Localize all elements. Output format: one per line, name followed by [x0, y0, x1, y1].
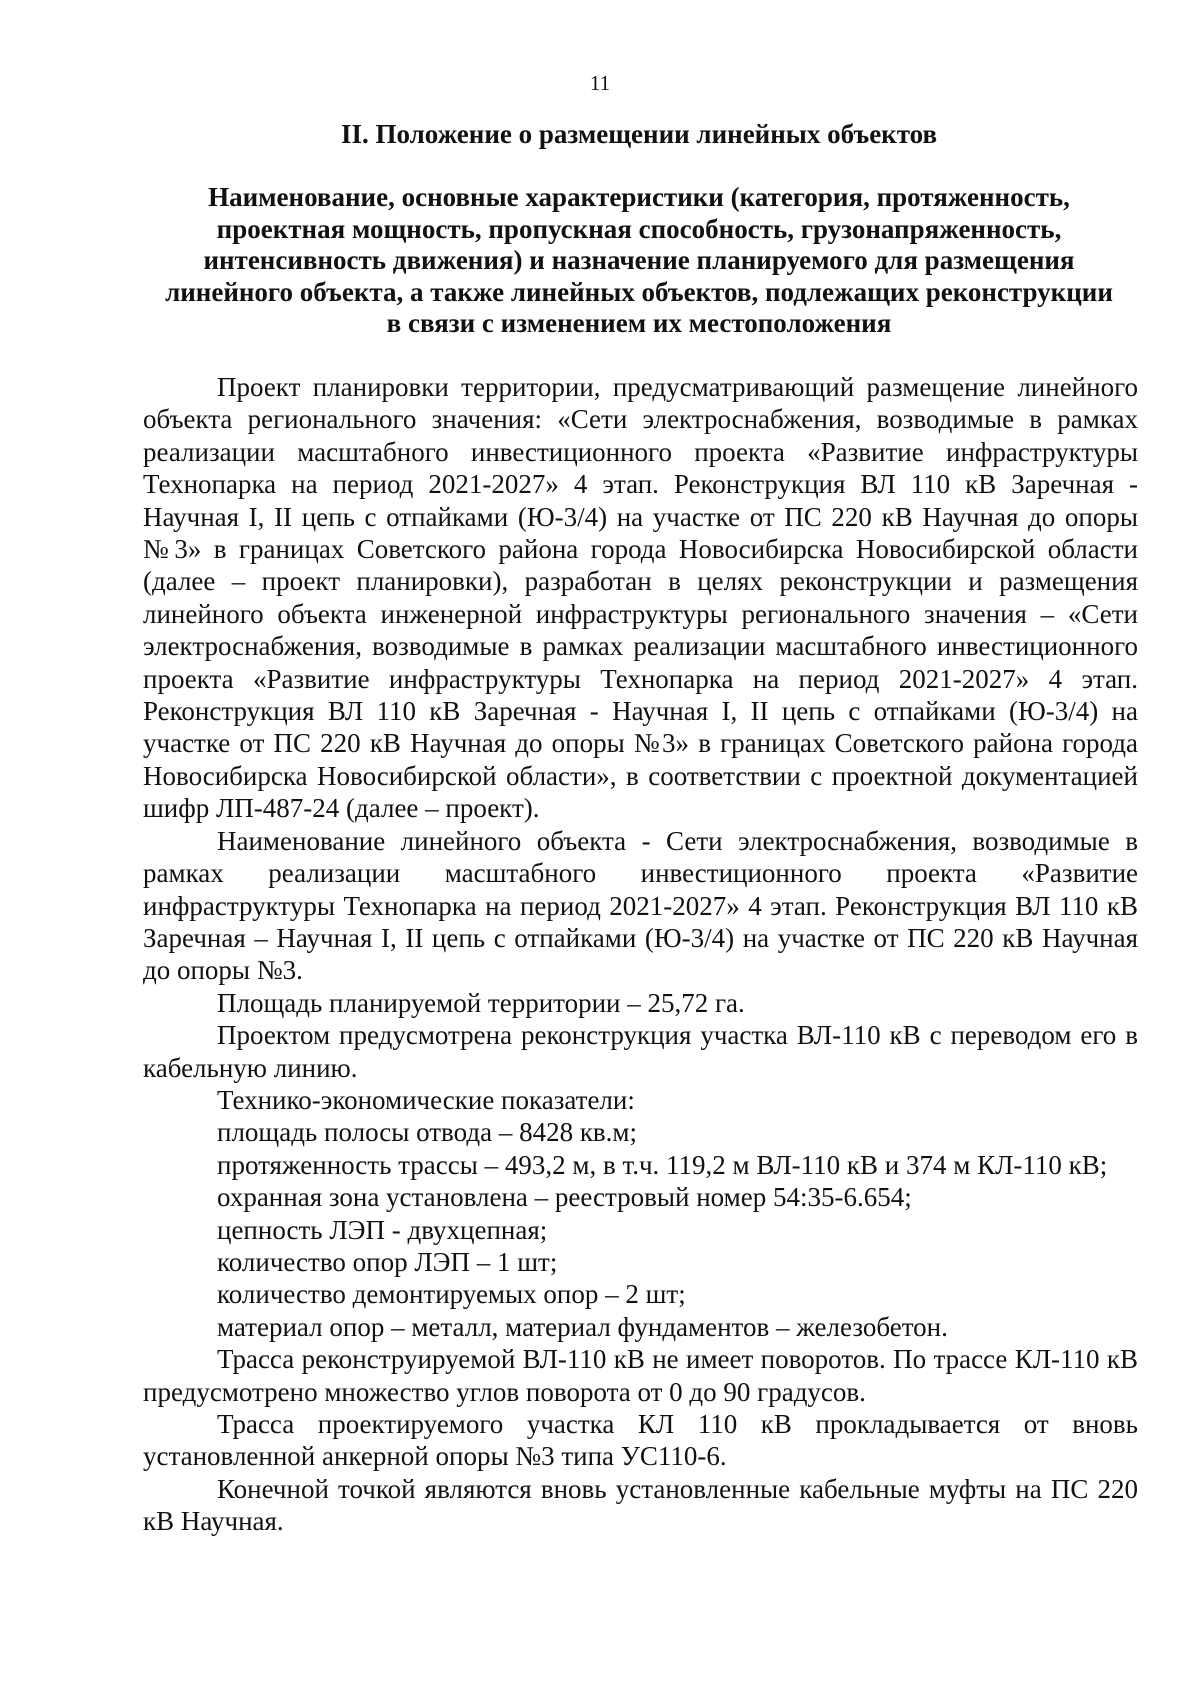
paragraph: Проектом предусмотрена реконструкция участка ВЛ-110 кВ с переводом его в кабельную линию.: [143, 1020, 1138, 1083]
indicator-item: количество демонтируемых опор – 2 шт;: [217, 1279, 686, 1310]
paragraph: Наименование линейного объекта - Сети электроснабжения, возводимые в рамках реализации масштабного инвестиционного проекта «Развитие инфраструктуры Технопарка на период 2021-2027» 4 этап. Реконструкция ВЛ 110 кВ Заречная – Научная I, II цепь с отпайками (Ю-3/4) на участке от ПС 220 кВ Научная до опоры №3.: [143, 825, 1138, 986]
paragraph: Трасса проектируемого участка КЛ 110 кВ прокладывается от вновь установленной анкерной опоры №3 типа УС110-6.: [143, 1409, 1138, 1472]
paragraph: Конечной точкой являются вновь установленные кабельные муфты на ПС 220 кВ Научная.: [143, 1473, 1138, 1537]
paragraph: Проект планировки территории, предусматривающий размещение линейного объекта регионального значения: «Сети электроснабжения, возводимые в рамках реализации масштабного инвестиционного проекта «Развитие инфраструктуры Технопарка на период 2021-2027» 4 этап. Реконструкция ВЛ 110 кВ Заречная - Научная I, II цепь с отпайками (Ю-3/4) на участке от ПС 220 кВ Научная до опоры №3» в границах Советского района города Новосибирска Новосибирской области (далее – проект планировки), разработан в целях реконструкции и размещения линейного объекта инженерной инфраструктуры регионального значения – «Сети электроснабжения, возводимые в рамках реализации масштабного инвестиционного проекта «Развитие инфраструктуры Технопарка на период 2021-2027» 4 этап. Реконструкция ВЛ 110 кВ Заречная - Научная I, II цепь с отпайками (Ю-3/4) на участке от ПС 220 кВ Научная до опоры №3» в границах Советского района города Новосибирска Новосибирской области», в соответствии с проектной документацией шифр ЛП-487-24 (далее – проект).: [143, 372, 1138, 824]
subtitle-line: линейного объекта, а также линейных объектов, подлежащих реконструкции: [165, 276, 1113, 307]
paragraph: Трасса реконструируемой ВЛ-110 кВ не имеет поворотов. По трассе КЛ-110 кВ предусмотрено множество углов поворота от 0 до 90 градусов.: [143, 1344, 1138, 1407]
section-title: II. Положение о размещении линейных объектов: [340, 119, 938, 149]
paragraph: Площадь планируемой территории – 25,72 га.: [217, 987, 745, 1018]
indicators-heading: Технико-экономические показатели:: [217, 1084, 635, 1115]
body-text: [143, 371, 1138, 1538]
subtitle-line: Наименование, основные характеристики (категория, протяженность,: [208, 182, 1070, 212]
indicator-item: протяженность трассы – 493,2 м, в т.ч. 119,2 м ВЛ-110 кВ и 374 м КЛ-110 кВ;: [217, 1149, 1108, 1180]
indicator-item: количество опор ЛЭП – 1 шт;: [217, 1246, 558, 1277]
indicator-item: материал опор – металл, материал фундаментов – железобетон.: [217, 1311, 948, 1342]
subtitle-line: в связи с изменением их местоположения: [386, 308, 892, 339]
indicator-item: охранная зона установлена – реестровый номер 54:35-6.654;: [217, 1182, 912, 1213]
subtitle-line: проектная мощность, пропускная способность, грузонапряженность,: [216, 213, 1062, 244]
indicator-item: цепность ЛЭП - двухцепная;: [217, 1214, 548, 1245]
subtitle-line: интенсивность движения) и назначение планируемого для размещения: [203, 245, 1075, 276]
page-number: 11: [589, 71, 611, 95]
indicator-item: площадь полосы отвода – 8428 кв.м;: [217, 1117, 638, 1148]
subtitle-heading: [140, 182, 1138, 340]
